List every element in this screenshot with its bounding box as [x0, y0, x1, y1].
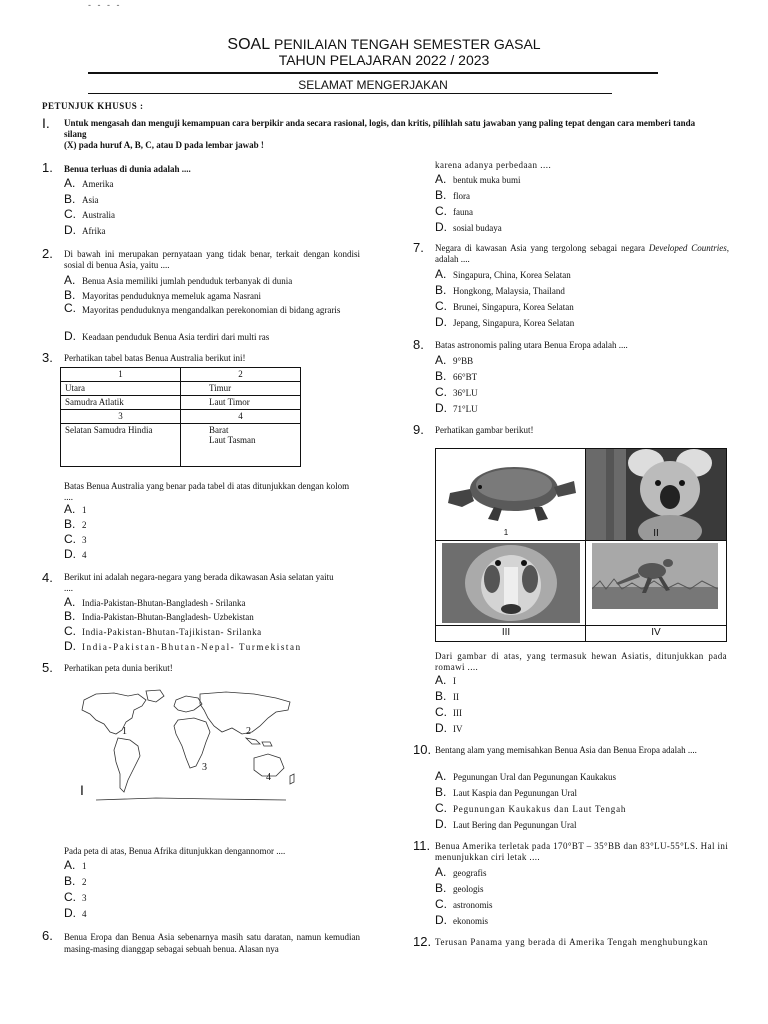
q9-text: Perhatikan gambar berikut! [435, 425, 534, 435]
q5-option-b[interactable]: B. 2 [64, 874, 87, 888]
q5-option-c[interactable]: C. 3 [64, 890, 87, 904]
boundary-table [60, 367, 301, 467]
mandrill-image [442, 543, 580, 623]
table-cell: Laut Timor [181, 396, 301, 410]
q1-option-a[interactable]: A. Amerika [64, 176, 114, 190]
table-header-4: 4 [181, 410, 301, 424]
q5-text: Perhatikan peta dunia berikut! [64, 663, 173, 673]
map-label-2: 2 [246, 726, 251, 737]
table-cell: Samudra Atlatik [61, 396, 181, 410]
q7-number: 7. [413, 240, 424, 255]
q9-followup: Dari gambar di atas, yang termasuk hewan Asiatis, ditunjukkan pada romawi .... [435, 651, 727, 672]
q2-option-c[interactable]: C. Mayoritas penduduknya mengandalkan perekonomian di bidang agraris [64, 301, 341, 315]
q6-text-cont: karena adanya perbedaan .... [435, 160, 552, 170]
map-label-1: 1 [122, 726, 127, 737]
q10-option-b[interactable]: B. Laut Kaspia dan Pegunungan Ural [435, 785, 577, 799]
map-label-4: 4 [266, 772, 271, 783]
q2-option-d[interactable]: D. Keadaan penduduk Benua Asia terdiri dari multi ras [64, 329, 270, 343]
q9-option-c[interactable]: C. III [435, 705, 462, 719]
q6-option-c[interactable]: C. fauna [435, 204, 473, 218]
q8-option-c[interactable]: C. 36°LU [435, 385, 478, 399]
q3-option-a[interactable]: A. 1 [64, 502, 87, 516]
mandrill-drawing [442, 543, 580, 623]
q1-number: 1. [42, 160, 53, 175]
animal-image-grid [435, 448, 727, 642]
q6-number: 6. [42, 928, 53, 943]
map-mark: I [80, 782, 84, 798]
q2-option-a[interactable]: A. Benua Asia memiliki jumlah penduduk terbanyak di dunia [64, 273, 293, 287]
grid-divider [436, 625, 726, 626]
q12-text: Terusan Panama yang berada di Amerika Tengah menghubungkan [435, 937, 709, 947]
title-divider [88, 72, 658, 74]
q7-option-c[interactable]: C. Brunei, Singapura, Korea Selatan [435, 299, 574, 313]
q8-option-b[interactable]: B. 66°BT [435, 369, 478, 383]
caption-iv: IV [651, 627, 661, 638]
q11-option-b[interactable]: B. geologis [435, 881, 484, 895]
q3-option-c[interactable]: C. 3 [64, 532, 87, 546]
title-prefix: SOAL [227, 36, 271, 53]
q4-option-b[interactable]: B. India-Pakistan-Bhutan-Bangladesh- Uzbekistan [64, 609, 254, 623]
q11-option-d[interactable]: D. ekonomis [435, 913, 488, 927]
q7-option-d[interactable]: D. Jepang, Singapura, Korea Selatan [435, 315, 575, 329]
q1-text: Benua terluas di dunia adalah .... [64, 164, 191, 174]
kangaroo-drawing [592, 543, 718, 609]
q8-option-d[interactable]: D. 71°LU [435, 401, 478, 415]
q6-option-d[interactable]: D. sosial budaya [435, 220, 502, 234]
q4-number: 4. [42, 570, 53, 585]
q3-text: Perhatikan tabel batas Benua Australia berikut ini! [64, 353, 246, 363]
table-cell: Barat Laut Tasman [181, 424, 301, 467]
q5-option-d[interactable]: D. 4 [64, 906, 87, 920]
q9-number: 9. [413, 422, 424, 437]
caption-iii: III [501, 627, 511, 638]
q4-text: Berikut ini adalah negara-negara yang berada dikawasan Asia selatan yaitu .... [64, 572, 334, 593]
header-dots: - - - - [88, 0, 122, 10]
q2-number: 2. [42, 246, 53, 261]
q10-number: 10. [413, 742, 432, 757]
caption-i: 1 [503, 528, 509, 537]
q7-text: Negara di kawasan Asia yang tergolong sebagai negara Developed Countries, adalah .... [435, 243, 729, 264]
instructions-roman: I. [42, 115, 50, 131]
q12-number: 12. [413, 934, 432, 949]
q11-option-c[interactable]: C. astronomis [435, 897, 493, 911]
q5-option-a[interactable]: A. 1 [64, 858, 87, 872]
instructions-line1: Untuk mengasah dan menguji kemampuan cara berpikir anda secara rasional, logis, dan kritis, pilihlah satu jawaban yang paling tepat dengan cara memberi tanda silang [64, 118, 696, 139]
table-header-1: 1 [61, 368, 181, 382]
q2-text: Di bawah ini merupakan pernyataan yang tidak benar, terkait dengan kondisi sosial di benua Asia, yaitu .... [64, 249, 360, 270]
q2-option-b[interactable]: B. Mayoritas penduduknya memeluk agama Nasrani [64, 288, 261, 302]
table-header-3: 3 [61, 410, 181, 424]
q3-option-d[interactable]: D. 4 [64, 547, 87, 561]
table-cell: Utara [61, 382, 181, 396]
q6-option-b[interactable]: B. flora [435, 188, 470, 202]
q3-followup: Batas Benua Australia yang benar pada tabel di atas ditunjukkan dengan kolom .... [64, 481, 350, 502]
world-map [76, 688, 304, 806]
q5-number: 5. [42, 660, 53, 675]
q4-option-a[interactable]: A. India-Pakistan-Bhutan-Bangladesh - Srilanka [64, 595, 246, 609]
caption-ii: II [653, 528, 659, 539]
q10-text: Bentang alam yang memisahkan Benua Asia dan Benua Eropa adalah .... [435, 745, 697, 755]
instructions-text [64, 118, 714, 151]
q3-number: 3. [42, 350, 53, 365]
instructions-line2: (X) pada huruf A, B, C, atau D pada lembar jawab ! [64, 140, 264, 150]
q10-option-d[interactable]: D. Laut Bering dan Pegunungan Ural [435, 817, 577, 831]
q1-option-b[interactable]: B. Asia [64, 192, 99, 206]
q9-option-a[interactable]: A. I [435, 673, 456, 687]
koala-image [586, 449, 726, 540]
title-rest: PENILAIAN TENGAH SEMESTER GASAL [270, 36, 541, 52]
q1-option-d[interactable]: D. Afrika [64, 223, 106, 237]
q4-option-d[interactable]: D. India-Pakistan-Bhutan-Nepal- Turmekistan [64, 639, 302, 653]
q6-option-a[interactable]: A. bentuk muka bumi [435, 172, 521, 186]
q11-option-a[interactable]: A. geografis [435, 865, 487, 879]
table-cell: Selatan Samudra Hindia [61, 424, 181, 467]
platypus-image [442, 451, 580, 529]
q8-text: Batas astronomis paling utara Benua Eropa adalah .... [435, 340, 628, 350]
map-label-3: 3 [202, 762, 207, 773]
table-header-2: 2 [181, 368, 301, 382]
q7-option-b[interactable]: B. Hongkong, Malaysia, Thailand [435, 283, 565, 297]
q11-number: 11. [413, 838, 431, 853]
kangaroo-image [592, 543, 718, 609]
instructions-label: PETUNJUK KHUSUS : [42, 101, 144, 111]
q1-option-c[interactable]: C. Australia [64, 207, 115, 221]
koala-drawing [586, 449, 726, 540]
q7-option-a[interactable]: A. Singapura, China, Korea Selatan [435, 267, 571, 281]
q4-option-c[interactable]: C. India-Pakistan-Bhutan-Tajikistan- Srilanka [64, 624, 262, 638]
page-title [0, 36, 768, 53]
greeting-divider [88, 93, 612, 94]
greeting: SELAMAT MENGERJAKAN [298, 78, 448, 92]
q9-option-d[interactable]: D. IV [435, 721, 463, 735]
q10-option-c[interactable]: C. Pegunungan Kaukakus dan Laut Tengah [435, 801, 627, 815]
q11-text: Benua Amerika terletak pada 170°BT – 35°BB dan 83°LU-55°LS. Hal ini menunjukkan ciri letak .... [435, 841, 729, 862]
table-cell: Timur [181, 382, 301, 396]
q8-option-a[interactable]: A. 9°BB [435, 353, 474, 367]
q3-option-b[interactable]: B. 2 [64, 517, 87, 531]
page-subtitle: TAHUN PELAJARAN 2022 / 2023 [278, 52, 490, 68]
q5-followup: Pada peta di atas, Benua Afrika ditunjukkan dengannomor .... [64, 846, 286, 856]
q10-option-a[interactable]: A. Pegunungan Ural dan Pegunungan Kaukakus [435, 769, 616, 783]
grid-divider [436, 540, 726, 541]
q9-option-b[interactable]: B. II [435, 689, 459, 703]
q8-number: 8. [413, 337, 424, 352]
q6-text: Benua Eropa dan Benua Asia sebenarnya masih satu daratan, namun kemudian masing-masing dianggap sebagai sebuah benua. Alasan nya [64, 932, 360, 954]
